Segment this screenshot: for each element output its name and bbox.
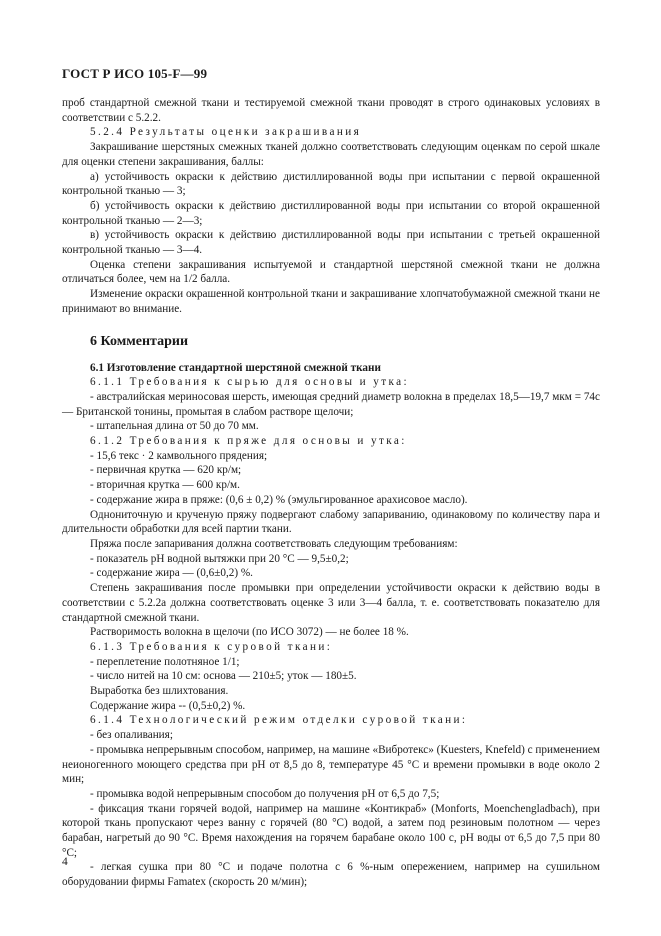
list-item: - без опаливания; — [90, 729, 173, 742]
paragraph: Изменение окраски окрашенной контрольной ткани и закрашивание хлопчатобумажной смежной ткани не принимают во внимание. — [62, 288, 600, 315]
clause-heading: 6.1.3 Требования к суровой ткани: — [90, 640, 333, 653]
paragraph: Содержание жира -- (0,5±0,2) %. — [90, 699, 246, 712]
paragraph: Степень закрашивания после промывки при определении устойчивости окраски к действию воды в соответствии с 5.2.2а должна соответствовать оценке 3 или 3—4 балла, т. е. соответствовать показателю для стандартной смежной ткани. — [62, 582, 600, 624]
list-item: а) устойчивость окраски к действию дистиллированной воды при испытании с первой окрашенной контрольной тканью — 3; — [62, 170, 600, 198]
list-item: - легкая сушка при 80 °С и подаче полотна с 6 %-ным опережением, например на сушильном оборудовании фирмы Famatex (скорость 20 м/мин); — [62, 861, 600, 889]
paragraph: проб стандартной смежной ткани и тестируемой смежной ткани проводят в строго одинаковых условиях в соответствии с 5.2.2. — [62, 97, 600, 124]
list-item: - содержание жира в пряже: (0,6 ± 0,2) % (эмульгированное арахисовое масло). — [90, 493, 468, 506]
document-header: ГОСТ Р ИСО 105-F—99 — [62, 66, 208, 81]
list-item: - фиксация ткани горячей водой, например на машине «Контикраб» (Monforts, Moenchengladbach), при которой ткань пропускают через ванну с горячей (80 °С) водой, а затем под резиновым полотном — через барабан, нагретый до 90 °С. Время нахождения на горячем барабане около 100 с, pH воды от 6,5 до 7,5 при 80 °С; — [62, 802, 600, 859]
paragraph: Оценка степени закрашивания испытуемой и стандартной шерстяной смежной ткани не должна отличаться более, чем на 1/2 балла. — [62, 258, 600, 286]
list-item: - промывка непрерывным способом, например, на машине «Вибротекс» (Kuesters, Knefeld) с применением неионогенного моющего средства при pH от 8,5 до 8, температуре 45 °С и времени промывки в воде около 2 мин; — [62, 743, 600, 786]
clause-heading: 6.1.4 Технологический режим отделки суровой ткани: — [90, 714, 468, 727]
paragraph: Однониточную и крученую пряжу подвергают слабому запариванию, одинаковому по количеству пара и длительности обработки для всей партии ткани. — [62, 508, 600, 536]
clause-heading: 5.2.4 Результаты оценки закрашивания — [90, 126, 362, 139]
list-item: - 15,6 текс · 2 камвольного прядения; — [90, 449, 268, 462]
paragraph: Пряжа после запаривания должна соответствовать следующим требованиям: — [90, 537, 458, 550]
subsection-title: 6.1 Изготовление стандартной шерстяной смежной ткани — [90, 361, 381, 374]
paragraph: Растворимость волокна в щелочи (по ИСО 3072) — не более 18 %. — [90, 626, 409, 639]
list-item: - промывка водой непрерывным способом до получения pH от 6,5 до 7,5; — [90, 787, 440, 800]
page-number: 4 — [62, 856, 68, 868]
paragraph: Выработка без шлихтования. — [90, 685, 229, 698]
list-item: - переплетение полотняное 1/1; — [90, 655, 240, 668]
section-title: 6 Комментарии — [90, 333, 189, 349]
list-item: б) устойчивость окраски к действию дистиллированной воды при испытании со второй окрашенной контрольной тканью — 2—3; — [62, 199, 600, 227]
list-item: - штапельная длина от 50 до 70 мм. — [90, 420, 259, 433]
clause-heading: 6.1.2 Требования к пряже для основы и утка: — [90, 435, 407, 448]
paragraph: Закрашивание шерстяных смежных тканей должно соответствовать следующим оценкам по серой шкале для оценки степени закрашивания, баллы: — [62, 141, 600, 168]
list-item: - австралийская мериносовая шерсть, имеющая средний диаметр волокна в пределах 18,5—19,7 мкм = 74с — Британской тонины, промытая в слабом растворе щелочи; — [62, 390, 600, 418]
clause-heading: 6.1.1 Требования к сырью для основы и утка: — [90, 376, 410, 389]
list-item: - содержание жира — (0,6±0,2) %. — [90, 567, 253, 580]
list-item: - число нитей на 10 см: основа — 210±5; уток — 180±5. — [90, 670, 357, 683]
list-item: - первичная крутка — 620 кр/м; — [90, 464, 242, 477]
list-item: - вторичная крутка — 600 кр/м. — [90, 479, 240, 492]
list-item: в) устойчивость окраски к действию дистиллированной воды при испытании с третьей окрашенной контрольной тканью — 3—4. — [62, 229, 600, 257]
list-item: - показатель pH водной вытяжки при 20 °С — 9,5±0,2; — [90, 552, 349, 565]
page-body — [62, 96, 600, 890]
